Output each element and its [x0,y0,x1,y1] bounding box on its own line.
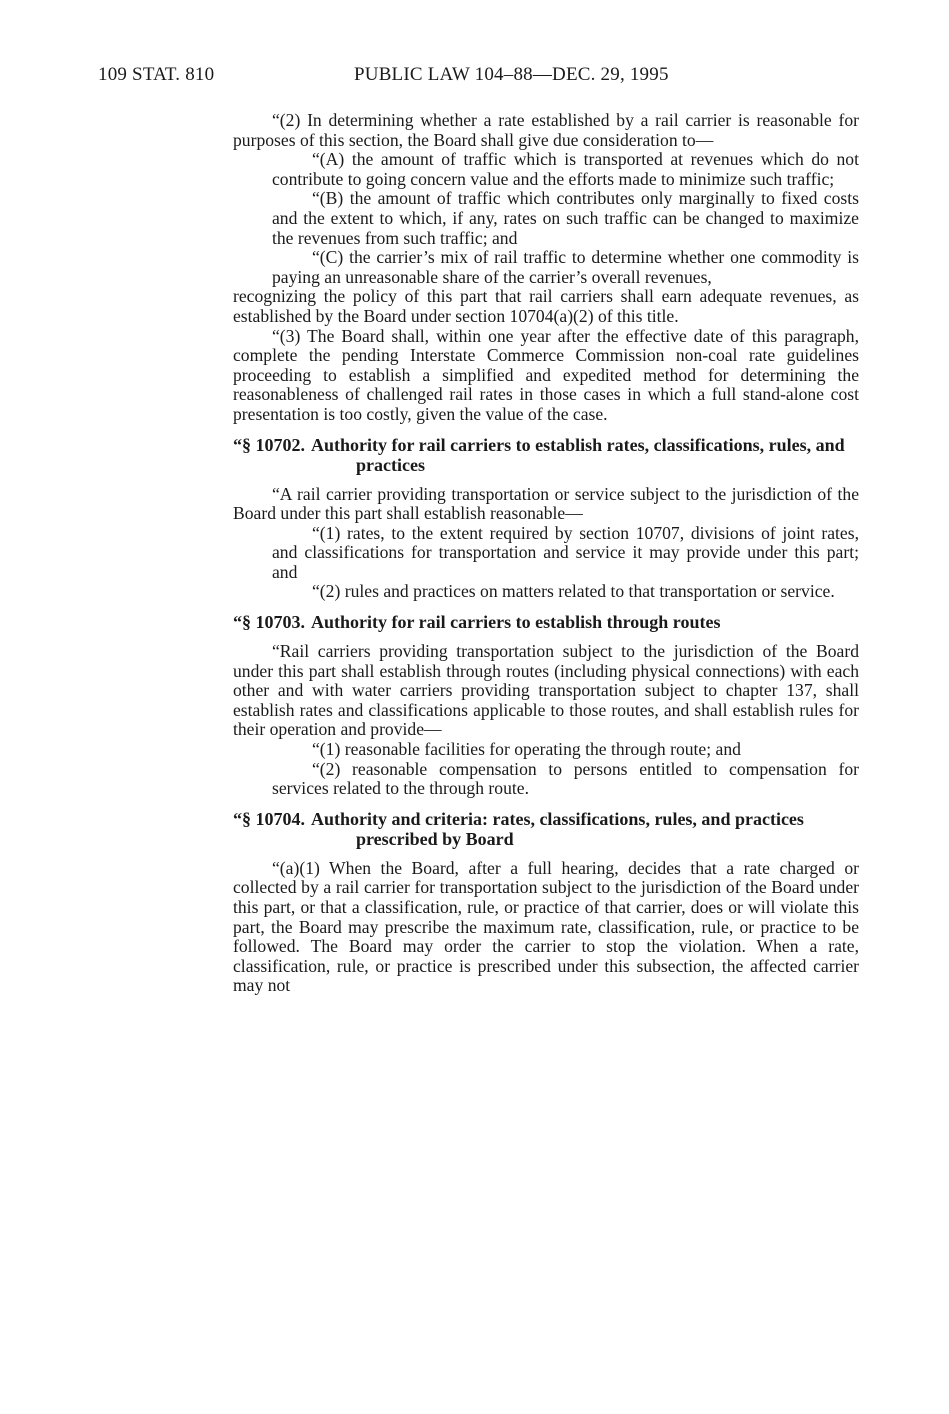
statute-body [233,111,859,996]
section-10702-item-2: “(2) rules and practices on matters related to that transportation or service. [312,581,835,602]
section-10703-item-1: “(1) reasonable facilities for operating the through route; and [312,739,741,760]
flush-language: recognizing the policy of this part that rail carriers shall earn adequate revenues, as established by the Board under section 10704(a)(2) of this title. [233,286,859,326]
subparagraph-b: “(B) the amount of traffic which contributes only marginally to fixed costs and the extent to which, if any, rates on such traffic can be changed to maximize the revenues from such traffic; and [272,188,859,248]
public-law-citation: PUBLIC LAW 104–88—DEC. 29, 1995 [354,64,669,85]
subparagraph-a: “(A) the amount of traffic which is transported at revenues which do not contribute to going concern value and the efforts made to minimize such traffic; [272,149,859,189]
subparagraph-c: “(C) the carrier’s mix of rail traffic to determine whether one commodity is paying an unreasonable share of the carrier’s overall revenues, [272,247,859,287]
section-10703-heading [233,612,859,632]
section-title: Authority for rail carriers to establish rates, classifications, rules, and practices [311,434,845,475]
section-10703-item-2: “(2) reasonable compensation to persons entitled to compensation for services related to the through route. [272,758,859,799]
section-title: Authority and criteria: rates, classifications, rules, and practices prescribed by Board [311,808,804,849]
section-10703-intro: “Rail carriers providing transportation subject to the jurisdiction of the Board under this part shall establish through routes (including physical connections) with each other and with water carriers providing transportation subject to chapter 137, shall establish rates and classifications applicable to those routes, and shall establish rules for their operation and provide— [233,641,859,740]
section-10704-paragraph-a1: “(a)(1) When the Board, after a full hearing, decides that a rate charged or collected by a rail carrier for transportation subject to the jurisdiction of the Board under this part, or that a classification, rule, or practice of that carrier, does or will violate this part, the Board may prescribe the maximum rate, classification, rule, or practice to be followed. The Board may order the carrier to stop the violation. When a rate, classification, rule, or practice is prescribed under this subsection, the affected carrier may not [233,857,859,996]
section-10702-item-1: “(1) rates, to the extent required by section 10707, divisions of joint rates, and classifications for transportation and service it may provide under this part; and [272,522,859,582]
section-number: “§ 10703. [233,612,305,633]
section-number: “§ 10704. [233,808,305,829]
section-title: Authority for rail carriers to establish through routes [311,612,721,633]
section-10702-heading [233,435,859,475]
paragraph-3: “(3) The Board shall, within one year after the effective date of this paragraph, complete the pending Interstate Commerce Commission non-coal rate guidelines proceeding to establish a simplified and expedited method for determining the reasonableness of challenged rail rates in those cases in which a full stand-alone cost presentation is too costly, given the value of the case. [233,325,859,424]
running-head [98,64,858,88]
statute-page-reference: 109 STAT. 810 [98,64,215,85]
section-number: “§ 10702. [233,434,305,455]
section-10702-intro: “A rail carrier providing transportation or service subject to the jurisdiction of the Board under this part shall establish reasonable— [233,483,859,524]
paragraph-2: “(2) In determining whether a rate established by a rail carrier is reasonable for purposes of this section, the Board shall give due consideration to— [233,110,859,150]
section-10704-heading [233,809,859,849]
